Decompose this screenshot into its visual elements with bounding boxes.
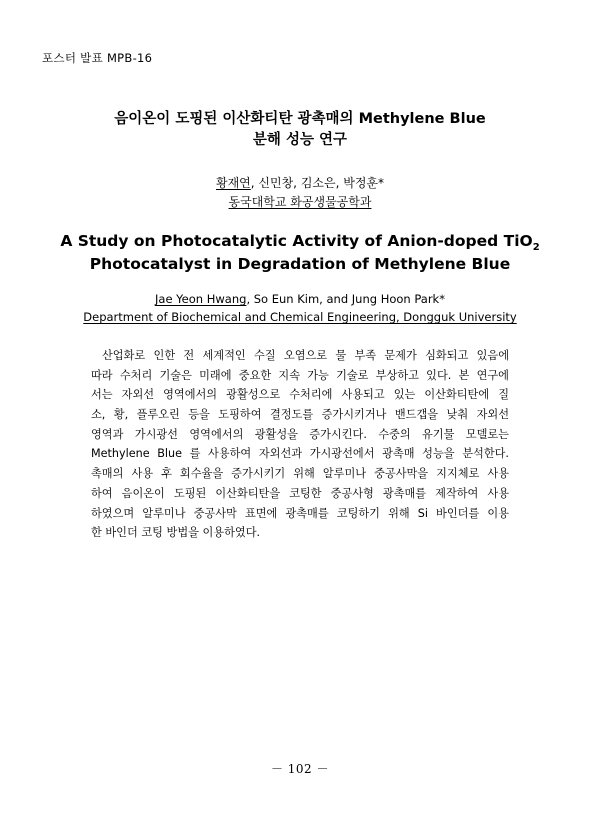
abstract-line: 하여 음이온이 도핑된 이산화티탄을 코팅한 중공사형 광촉매를 제작하여 사용 — [91, 486, 509, 500]
abstract-line: 영역과 가시광선 영역에서의 광활성을 증가시킨다. 수중의 유기물 모델로는 — [91, 427, 509, 441]
abstract-body — [91, 346, 509, 543]
korean-authors — [0, 174, 600, 191]
session-label: 포스터 발표 MPB-16 — [42, 51, 153, 65]
abstract-line: 한 바인더 코팅 방법을 이용하였다. — [91, 526, 261, 540]
korean-affiliation-text: 동국대학교 화공생물공학과 — [228, 195, 372, 209]
korean-presenting-author: 황재연 — [216, 176, 251, 190]
abstract-line: 하였으며 알루미나 중공사막 표면에 광촉매를 코팅하기 위해 Si 바인더를 이용 — [91, 506, 509, 520]
korean-title-line-1: 음이온이 도핑된 이산화티탄 광촉매의 Methylene Blue — [114, 111, 486, 127]
english-title-subscript: 2 — [532, 242, 540, 254]
english-coauthors: , So Eun Kim, and Jung Hoon Park* — [246, 292, 445, 306]
abstract-line: Methylene Blue 를 사용하여 자외선과 가시광선에서 광촉매 성능을 분석한다. — [91, 447, 509, 461]
abstract-line: 소, 황, 플루오린 등을 도핑하여 결정도를 증가시키거나 밴드갭을 낮춰 자외선 — [91, 408, 509, 422]
korean-title-line-2: 분해 성능 연구 — [252, 132, 348, 148]
english-affiliation — [0, 310, 600, 324]
korean-affiliation — [0, 193, 600, 210]
korean-coauthors: , 신민창, 김소은, 박정훈* — [250, 176, 384, 190]
english-title-line-1-text: A Study on Photocatalytic Activity of Anion-doped TiO — [60, 232, 533, 250]
abstract-line: 산업화로 인한 전 세계적인 수질 오염으로 물 부족 문제가 심화되고 있음에 — [102, 349, 509, 362]
english-authors — [0, 292, 600, 306]
english-presenting-author: Jae Yeon Hwang — [155, 292, 247, 306]
english-title-line-2: Photocatalyst in Degradation of Methylene Blue — [89, 255, 511, 273]
english-affiliation-text: Department of Biochemical and Chemical Engineering, Dongguk University — [83, 310, 517, 324]
abstract-line: 서는 자외선 영역에서의 광활성으로 수처리에 사용되고 있는 이산화티탄에 질 — [91, 388, 509, 402]
page-number: － 102 － — [270, 762, 330, 776]
abstract-line: 따라 수처리 기술은 미래에 중요한 지속 가능 기술로 부상하고 있다. 본 연구에 — [91, 368, 509, 382]
abstract-line: 촉매의 사용 후 회수율을 증가시키기 위해 알루미나 중공사막을 지지체로 사용 — [91, 467, 509, 481]
